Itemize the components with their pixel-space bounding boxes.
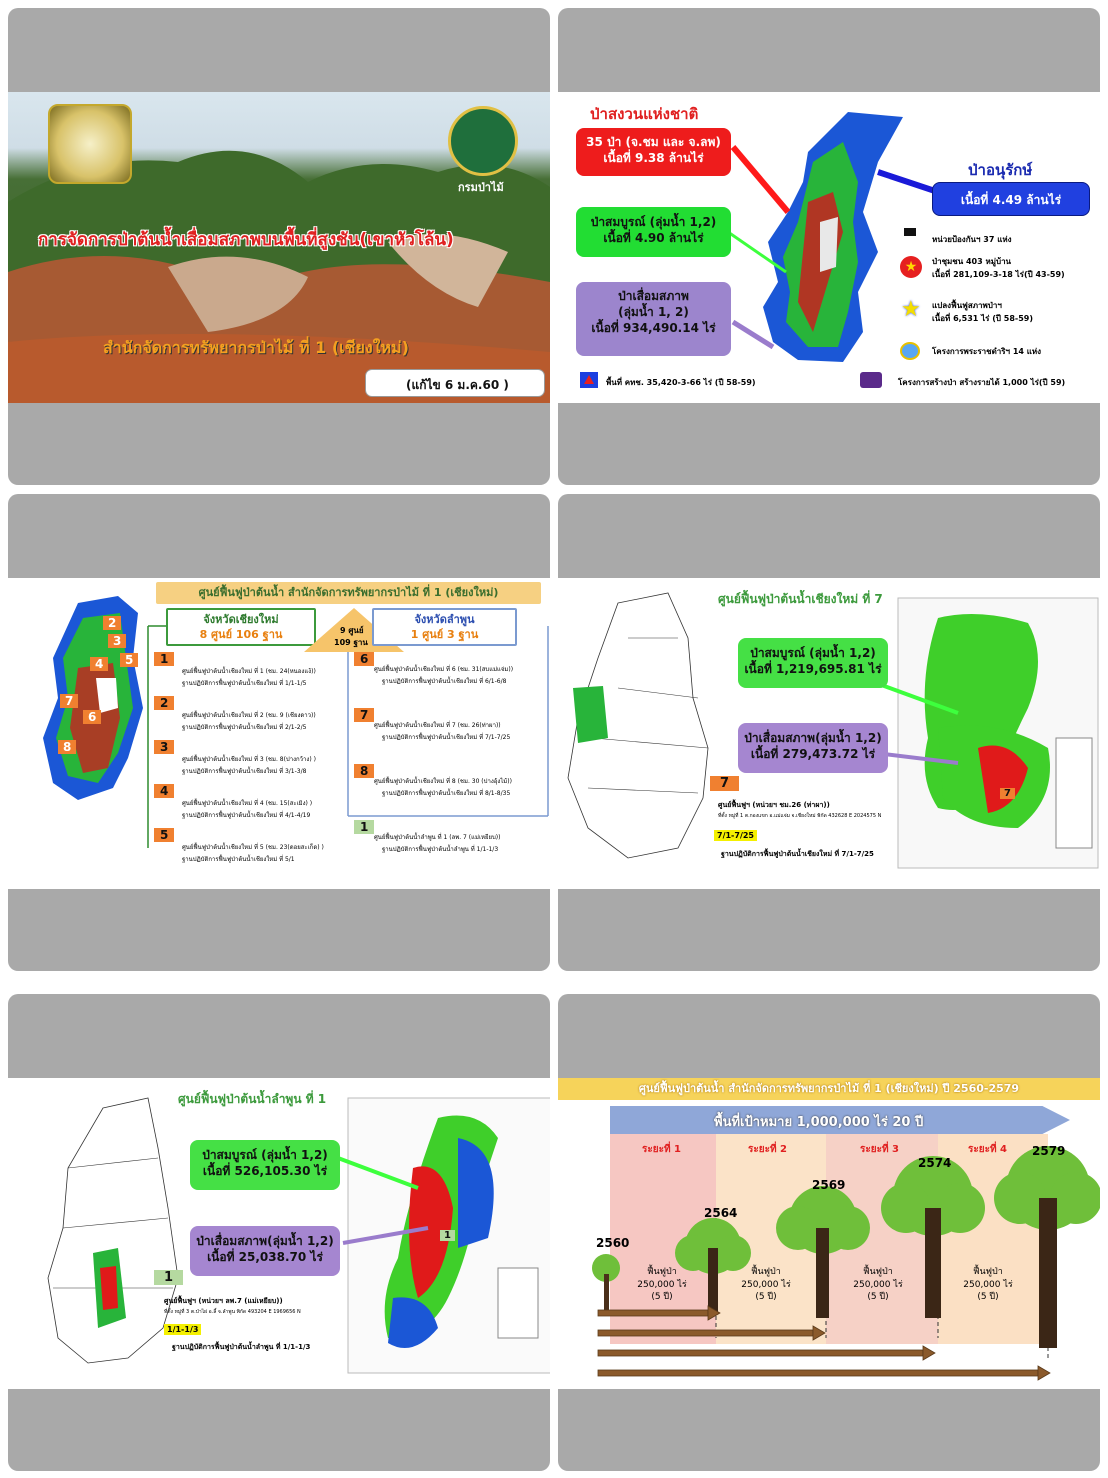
- slide-forest-reserves: [558, 92, 1100, 403]
- center-flag-number: 1: [154, 1270, 183, 1285]
- center-name: ศูนย์ฟื้นฟูป่าต้นน้ำเชียงใหม่ ที่ 4 (ชม. 15(สะเมิง) ): [182, 800, 313, 807]
- chiangmai-province-box: [166, 608, 316, 646]
- slide-timeline: [558, 1078, 1100, 1389]
- center-number: 8: [354, 764, 374, 778]
- center-number: 1: [354, 820, 374, 834]
- conservation-title: ป่าอนุรักษ์: [968, 161, 1033, 179]
- center-label: ศูนย์ฟื้นฟูฯ (หน่วยฯ ลพ.7 (แม่เหยียบ)): [164, 1297, 283, 1305]
- center-name: ศูนย์ฟื้นฟูป่าต้นน้ำเชียงใหม่ ที่ 6 (ชม. 31(สบแม่แจ่ม)): [374, 666, 514, 673]
- base-code: 1/1-1/3: [164, 1324, 201, 1335]
- legend-land-allocation: พื้นที่ คทช. 35,420-3-66 ไร่ (ปี 58-59): [606, 378, 756, 387]
- conservation-area: เนื้อที่ 4.49 ล้านไร่: [960, 193, 1062, 207]
- degraded-forest-box: [738, 723, 888, 773]
- slide-title: ศูนย์ฟื้นฟูป่าต้นน้ำ สำนักจัดการทรัพยากรป่าไม้ ที่ 1 (เชียงใหม่) ปี 2560-2579: [638, 1082, 1020, 1095]
- base-name: ฐานปฏิบัติการฟื้นฟูป่าต้นน้ำเชียงใหม่ ที่ 7/1-7/25: [382, 734, 511, 741]
- flag-icon: [904, 228, 916, 236]
- yellow-star-icon: ★: [901, 297, 921, 322]
- center-number: 7: [354, 708, 374, 722]
- slide-subtitle: สำนักจัดการทรัพยากรป่าไม้ ที่ 1 (เชียงใหม่): [103, 338, 409, 357]
- lamphun-count: 1 ศูนย์ 3 ฐาน: [410, 627, 479, 641]
- phase-4-label: ระยะที่ 4: [968, 1144, 1008, 1155]
- base-name: ฐานปฏิบัติการฟื้นฟูป่าต้นน้ำเชียงใหม่ ที่ 2/1-2/5: [182, 724, 307, 731]
- national-reserve-line1: 35 ป่า (จ.ชม และ จ.ลพ): [586, 135, 721, 149]
- complete-forest-box: [738, 638, 888, 688]
- map-center-7: 7: [60, 694, 78, 708]
- degraded-forest-line2: เนื้อที่ 279,473.72 ไร่: [750, 747, 876, 762]
- map-center-4: 4: [90, 657, 108, 671]
- center-number: 1: [154, 652, 174, 666]
- center-address: ที่ตั้ง หมู่ที่ 3 ต.ป่าไผ่ อ.ลี้ จ.ลำพูน พิกัด 493204 E 1969656 N: [164, 1309, 301, 1315]
- area-label: ฟื้นฟูป่า: [751, 1267, 781, 1277]
- area-period: (5 ปี): [755, 1292, 777, 1303]
- slide-card-2[interactable]: [558, 8, 1100, 485]
- center-name: ศูนย์ฟื้นฟูป่าต้นน้ำเชียงใหม่ ที่ 2 (ชม. 9 (เชียงดาว)): [182, 712, 316, 719]
- degraded-forest-line1: ป่าเสื่อมสภาพ(ลุ่มน้ำ 1,2): [196, 1234, 334, 1248]
- base-label: ฐานปฏิบัติการฟื้นฟูป่าต้นน้ำลำพูน ที่ 1/1-1/3: [172, 1343, 311, 1351]
- lamphun-province-box: [372, 608, 517, 646]
- center-flag-number: 7: [710, 776, 739, 791]
- total-centers: 9 ศูนย์: [340, 626, 364, 635]
- area-label: ฟื้นฟูป่า: [647, 1267, 677, 1277]
- target-label: พื้นที่เป้าหมาย 1,000,000 ไร่ 20 ปี: [714, 1115, 924, 1130]
- slide-card-1[interactable]: [8, 8, 550, 485]
- legend-royal-projects: โครงการพระราชดำริฯ 14 แห่ง: [932, 347, 1042, 356]
- complete-forest-line1: ป่าสมบูรณ์ (ลุ่มน้ำ 1,2): [750, 646, 876, 660]
- center-name: ศูนย์ฟื้นฟูป่าต้นน้ำเชียงใหม่ ที่ 7 (ชม. 26(ท่าผา)): [374, 722, 501, 729]
- phase-area-3: [848, 1266, 908, 1304]
- center-number: 4: [154, 784, 174, 798]
- map-center-2: 2: [103, 616, 121, 630]
- center-address: ที่ตั้ง หมู่ที่ 1 ต.กองแขก อ.แม่แจ่ม จ.เชียงใหม่ พิกัด 432628 E 2024575 N: [718, 813, 882, 819]
- degraded-forest-line1: ป่าเสื่อมสภาพ: [618, 289, 689, 303]
- chiangmai-count: 8 ศูนย์ 106 ฐาน: [199, 627, 283, 641]
- forest-dept-logo: [448, 106, 518, 176]
- base-name: ฐานปฏิบัติการฟื้นฟูป่าต้นน้ำลำพูน ที่ 1/1-1/3: [382, 846, 499, 853]
- phase-1-label: ระยะที่ 1: [642, 1144, 682, 1155]
- forest-income-icon: [860, 372, 882, 388]
- map-center-6: 6: [83, 710, 101, 724]
- slide-header-bar: [156, 582, 541, 604]
- degraded-forest-line2: เนื้อที่ 25,038.70 ไร่: [207, 1250, 323, 1265]
- complete-forest-box: [190, 1140, 340, 1190]
- base-name: ฐานปฏิบัติการฟื้นฟูป่าต้นน้ำเชียงใหม่ ที่ 8/1-8/35: [382, 790, 511, 797]
- center-number: 6: [354, 652, 374, 666]
- triangle-badge-icon: [580, 372, 598, 388]
- center-name: ศูนย์ฟื้นฟูป่าต้นน้ำเชียงใหม่ ที่ 5 (ชม. 23(ดอยสะเก็ด) ): [182, 844, 324, 851]
- legend-forest-income: โครงการสร้างป่า สร้างรายได้ 1,000 ไร่(ปี 59): [898, 378, 1066, 387]
- slide-title: ป่าสงวนแห่งชาติ: [590, 105, 699, 123]
- year-2564: 2564: [704, 1206, 738, 1220]
- year-2574: 2574: [918, 1156, 952, 1170]
- base-name: ฐานปฏิบัติการฟื้นฟูป่าต้นน้ำเชียงใหม่ ที่ 1/1-1/5: [182, 680, 307, 687]
- complete-forest-line2: เนื้อที่ 526,105.30 ไร่: [202, 1164, 328, 1179]
- slide-card-4[interactable]: [558, 494, 1100, 971]
- degraded-forest-line1: ป่าเสื่อมสภาพ(ลุ่มน้ำ 1,2): [744, 731, 882, 745]
- area-value: 250,000 ไร่: [853, 1279, 903, 1290]
- base-name: ฐานปฏิบัติการฟื้นฟูป่าต้นน้ำเชียงใหม่ ที่ 5/1: [182, 856, 295, 863]
- degraded-forest-line2: (ลุ่มน้ำ 1, 2): [618, 305, 689, 320]
- area-value: 250,000 ไร่: [963, 1279, 1013, 1290]
- year-2579: 2579: [1032, 1144, 1066, 1158]
- national-reserve-line2: เนื้อที่ 9.38 ล้านไร่: [603, 151, 704, 166]
- national-reserve-box: [576, 128, 731, 176]
- legend-protection-units: หน่วยป้องกันฯ 37 แห่ง: [932, 235, 1012, 244]
- edit-note-box: [365, 369, 545, 397]
- base-name: ฐานปฏิบัติการฟื้นฟูป่าต้นน้ำเชียงใหม่ ที่ 6/1-6/8: [382, 678, 507, 685]
- center-label: ศูนย์ฟื้นฟูฯ (หน่วยฯ ชม.26 (ท่าผา)): [718, 801, 830, 809]
- royal-project-icon: [900, 342, 920, 360]
- center-name: ศูนย์ฟื้นฟูป่าต้นน้ำลำพูน ที่ 1 (ลพ. 7 (แม่เหยียบ)): [374, 834, 501, 841]
- area-period: (5 ปี): [977, 1292, 999, 1303]
- center-number: 2: [154, 696, 174, 710]
- base-label: ฐานปฏิบัติการฟื้นฟูป่าต้นน้ำเชียงใหม่ ที่ 7/1-7/25: [721, 850, 874, 858]
- slide-main-title: การจัดการป่าต้นน้ำเสื่อมสภาพบนพื้นที่สูงชัน(เขาหัวโล้น): [38, 230, 454, 250]
- year-2560: 2560: [596, 1236, 630, 1250]
- map-flag-number: 7: [1000, 788, 1015, 799]
- area-label: ฟื้นฟูป่า: [863, 1267, 893, 1277]
- slide-title: ศูนย์ฟื้นฟูป่าต้นน้ำเชียงใหม่ ที่ 7: [718, 592, 883, 606]
- map-center-5: 5: [120, 653, 138, 667]
- degraded-forest-box: [190, 1226, 340, 1276]
- phase-3-label: ระยะที่ 3: [860, 1144, 900, 1155]
- lamphun-title: จังหวัดลำพูน: [414, 613, 475, 626]
- center-name: ศูนย์ฟื้นฟูป่าต้นน้ำเชียงใหม่ ที่ 8 (ชม. 30 (ปางอุ้งไม้)): [374, 778, 512, 785]
- conservation-box: [932, 182, 1090, 216]
- slide-lamphun-center-1: [8, 1078, 550, 1389]
- base-name: ฐานปฏิบัติการฟื้นฟูป่าต้นน้ำเชียงใหม่ ที่ 3/1-3/8: [182, 768, 307, 775]
- degraded-forest-box: [576, 282, 731, 356]
- left-emblem-logo: [48, 104, 132, 184]
- legend-community-forest: ป่าชุมชน 403 หมู่บ้าน: [932, 257, 1012, 266]
- center-name: ศูนย์ฟื้นฟูป่าต้นน้ำเชียงใหม่ ที่ 3 (ชม. 8(ปางกว้าง) ): [182, 756, 316, 763]
- phase-area-4: [958, 1266, 1018, 1304]
- timeline-header-bar: [558, 1078, 1100, 1100]
- phase-area-1: [632, 1266, 692, 1304]
- area-period: (5 ปี): [867, 1292, 889, 1303]
- legend-community-area: เนื้อที่ 281,109-3-18 ไร่(ปี 43-59): [932, 270, 1065, 279]
- complete-forest-line2: เนื้อที่ 1,219,695.81 ไร่: [744, 662, 882, 677]
- map-flag-number: 1: [440, 1230, 455, 1241]
- area-value: 250,000 ไร่: [637, 1279, 687, 1290]
- legend-restoration-area: เนื้อที่ 6,531 ไร่ (ปี 58-59): [932, 314, 1034, 323]
- complete-forest-box: [576, 207, 731, 257]
- map-center-8: 8: [58, 740, 76, 754]
- edit-note: (แก้ไข 6 ม.ค.60 ): [406, 378, 509, 392]
- base-code: 7/1-7/25: [714, 830, 757, 841]
- map-center-3: 3: [108, 634, 126, 648]
- complete-forest-line1: ป่าสมบูรณ์ (ลุ่มน้ำ 1,2): [590, 215, 717, 229]
- phase-2-label: ระยะที่ 2: [748, 1144, 788, 1155]
- year-2569: 2569: [812, 1178, 846, 1192]
- slide-title: ศูนย์ฟื้นฟูป่าต้นน้ำ สำนักจัดการทรัพยากรป่าไม้ ที่ 1 (เชียงใหม่): [198, 586, 499, 599]
- phase-area-2: [736, 1266, 796, 1304]
- area-label: ฟื้นฟูป่า: [973, 1267, 1003, 1277]
- slide-card-3[interactable]: [8, 494, 550, 971]
- chiangmai-title: จังหวัดเชียงใหม่: [203, 613, 279, 626]
- complete-forest-line1: ป่าสมบูรณ์ (ลุ่มน้ำ 1,2): [202, 1148, 328, 1162]
- area-period: (5 ปี): [651, 1292, 673, 1303]
- slide-restoration-centers: [8, 578, 550, 889]
- degraded-forest-line3: เนื้อที่ 934,490.14 ไร่: [591, 321, 716, 336]
- center-name: ศูนย์ฟื้นฟูป่าต้นน้ำเชียงใหม่ ที่ 1 (ชม. 24(หนองแง้)): [182, 668, 316, 675]
- star-badge-icon: ★: [900, 256, 922, 278]
- forest-dept-label: กรมป่าไม้: [458, 181, 504, 194]
- slide-title: [8, 92, 550, 403]
- area-value: 250,000 ไร่: [741, 1279, 791, 1290]
- base-name: ฐานปฏิบัติการฟื้นฟูป่าต้นน้ำเชียงใหม่ ที่ 4/1-4/19: [182, 812, 311, 819]
- slide-title: ศูนย์ฟื้นฟูป่าต้นน้ำลำพูน ที่ 1: [178, 1092, 327, 1106]
- legend-restoration-plots: แปลงฟื้นฟูสภาพป่าฯ: [932, 301, 1002, 310]
- slide-card-6[interactable]: [558, 994, 1100, 1471]
- center-number: 5: [154, 828, 174, 842]
- slide-center-7: [558, 578, 1100, 889]
- slide-card-5[interactable]: [8, 994, 550, 1471]
- total-bases: 109 ฐาน: [334, 638, 368, 647]
- center-number: 3: [154, 740, 174, 754]
- complete-forest-line2: เนื้อที่ 4.90 ล้านไร่: [603, 231, 704, 246]
